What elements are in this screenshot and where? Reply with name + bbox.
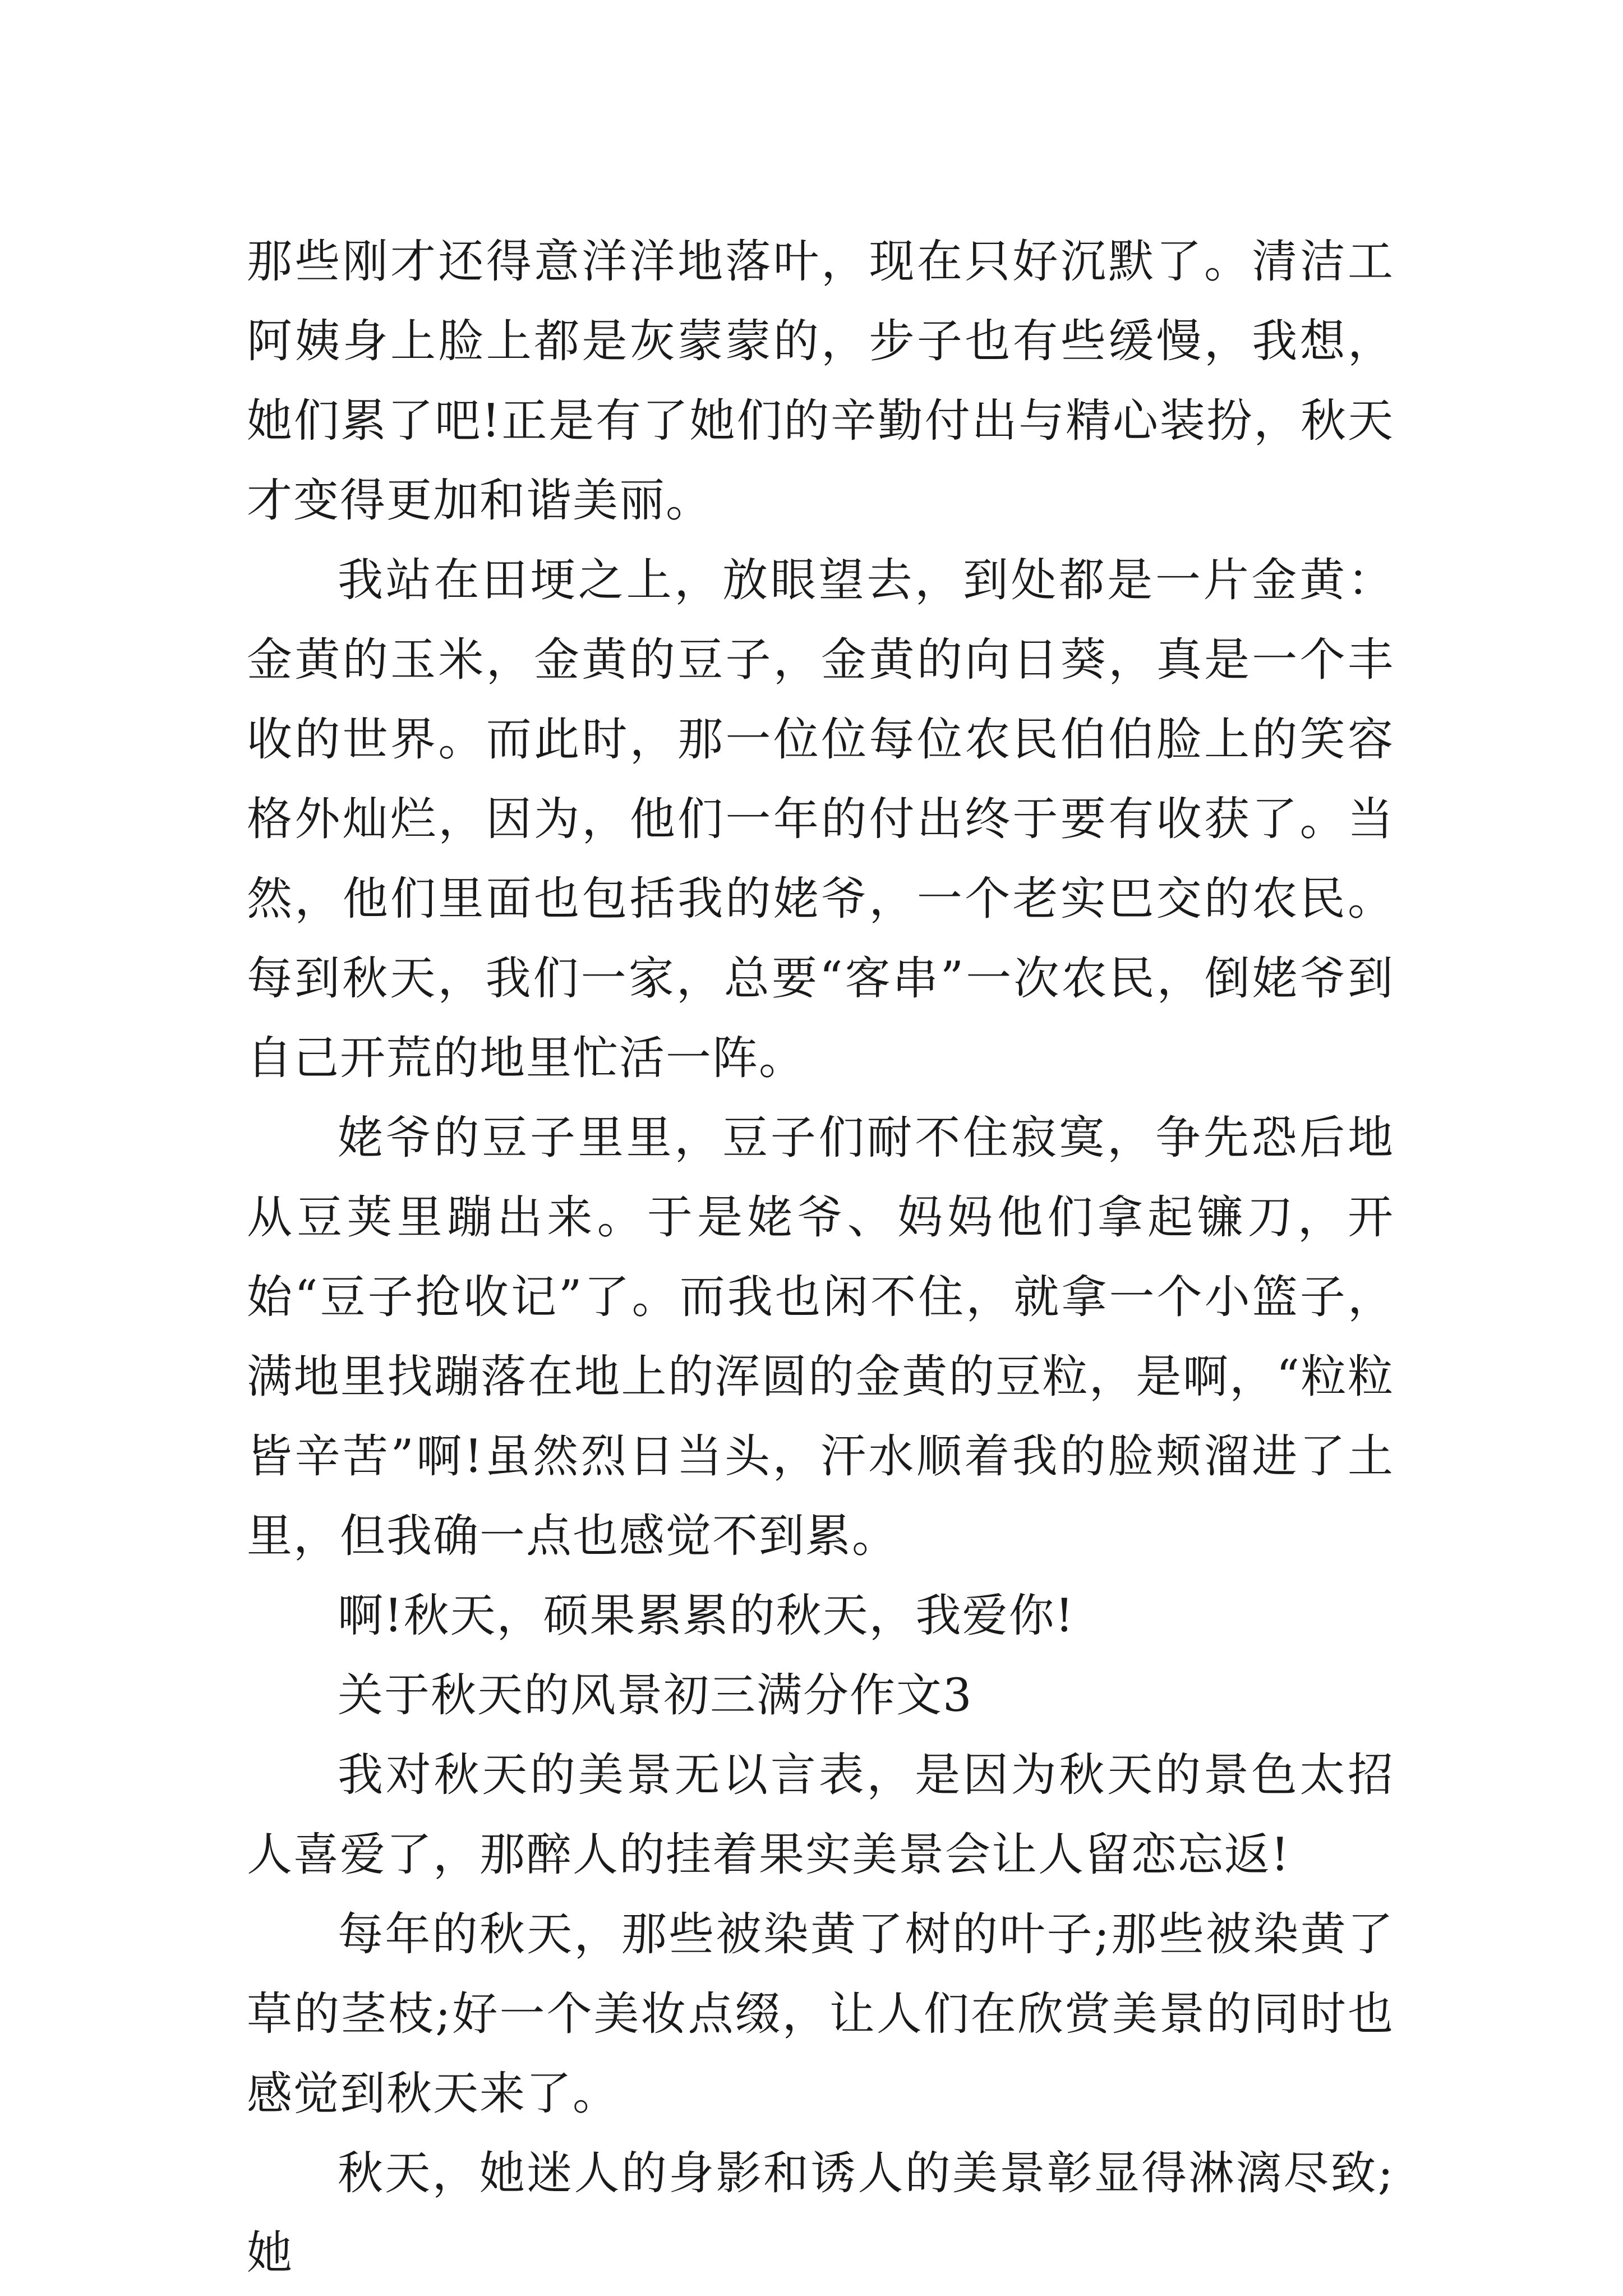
paragraph-5: 我对秋天的美景无以言表，是因为秋天的景色太招人喜爱了，那醉人的挂着果实美景会让人留恋忘返! [247, 1749, 1394, 1881]
paragraph-1: 那些刚才还得意洋洋地落叶，现在只好沉默了。清洁工阿姨身上脸上都是灰蒙蒙的，步子也有些缓慢，我想，她们累了吧!正是有了她们的辛勤付出与精心装扮，秋天才变得更加和谐美丽。 [247, 236, 1394, 527]
paragraph-6: 每年的秋天，那些被染黄了树的叶子;那些被染黄了草的茎枝;好一个美妆点缀，让人们在欣赏美景的同时也感觉到秋天来了。 [247, 1908, 1394, 2120]
document-body [247, 222, 1394, 2293]
section-heading: 关于秋天的风景初三满分作文3 [338, 1669, 973, 1722]
paragraph-2: 我站在田埂之上，放眼望去，到处都是一片金黄：金黄的玉米，金黄的豆子，金黄的向日葵，真是一个丰收的世界。而此时，那一位位每位农民伯伯脸上的笑容格外灿烂，因为，他们一年的付出终于要有收获了。当然，他们里面也包括我的姥爷，一个老实巴交的农民。每到秋天，我们一家，总要“客串”一次农民，倒姥爷到自己开荒的地里忙活一阵。 [247, 554, 1394, 1085]
paragraph-3: 姥爷的豆子里里，豆子们耐不住寂寞，争先恐后地从豆荚里蹦出来。于是姥爷、妈妈他们拿起镰刀，开始“豆子抢收记”了。而我也闲不住，就拿一个小篮子，满地里找蹦落在地上的浑圆的金黄的豆粒，是啊，“粒粒皆辛苦”啊!虽然烈日当头，汗水顺着我的脸颊溜进了土里，但我确一点也感觉不到累。 [247, 1112, 1394, 1563]
paragraph-4: 啊!秋天，硕果累累的秋天，我爱你! [338, 1590, 1075, 1642]
paragraph-7: 秋天，她迷人的身影和诱人的美景彰显得淋漓尽致;她 [247, 2147, 1394, 2280]
